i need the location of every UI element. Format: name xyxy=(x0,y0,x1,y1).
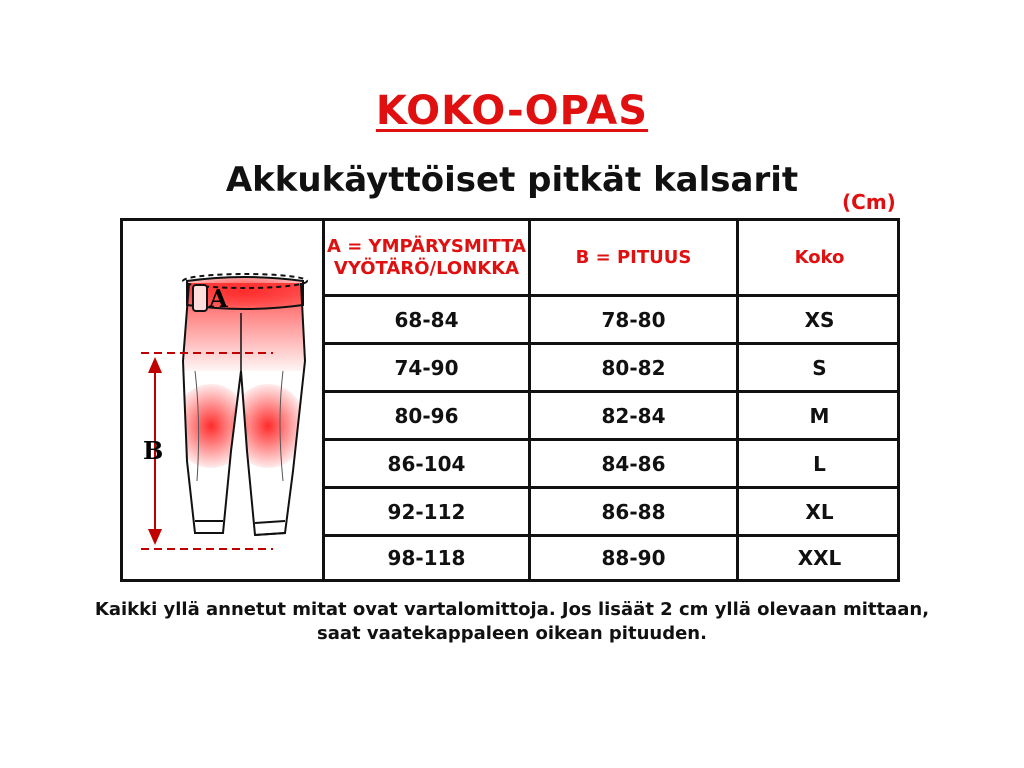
cell-size: XXL xyxy=(797,546,842,570)
cell-size: M xyxy=(809,403,830,428)
footer-line-1: Kaikki yllä annetut mitat ovat vartalomittoja. Jos lisäät 2 cm yllä olevaan mittaan, xyxy=(94,599,930,620)
header-size: Koko xyxy=(794,246,845,268)
cell-size: S xyxy=(812,355,827,380)
cell-size: L xyxy=(813,451,826,476)
label-b: B xyxy=(143,436,164,465)
footer-note xyxy=(0,598,1024,646)
pants-illustration xyxy=(123,221,325,579)
arrow-up-icon xyxy=(148,357,162,373)
cell-waist: 74-90 xyxy=(394,355,459,380)
page-title: KOKO-OPAS xyxy=(375,88,649,134)
cell-length: 86-88 xyxy=(601,499,666,524)
size-grid xyxy=(325,221,897,579)
cell-waist: 86-104 xyxy=(387,451,466,476)
arrow-down-icon xyxy=(148,529,162,545)
cell-length: 78-80 xyxy=(601,307,666,332)
header-length: B = PITUUS xyxy=(575,246,692,268)
header-waist: A = YMPÄRYSMITTA VYÖTÄRÖ/LONKKA xyxy=(327,235,526,279)
pants-diagram xyxy=(123,221,322,579)
cell-waist: 98-118 xyxy=(387,546,466,570)
cell-length: 80-82 xyxy=(601,355,666,380)
footer-line-2: saat vaatekappaleen oikean pituuden. xyxy=(317,623,707,644)
cell-length: 88-90 xyxy=(601,546,666,570)
cell-length: 84-86 xyxy=(601,451,666,476)
cell-size: XS xyxy=(804,307,835,332)
cell-length: 82-84 xyxy=(601,403,666,428)
product-subtitle: Akkukäyttöiset pitkät kalsarit xyxy=(225,160,799,200)
battery-icon xyxy=(193,285,207,311)
label-a: A xyxy=(209,284,228,313)
cell-size: XL xyxy=(805,499,834,524)
cell-waist: 92-112 xyxy=(387,499,466,524)
cell-waist: 80-96 xyxy=(394,403,459,428)
size-table xyxy=(120,218,900,582)
cell-waist: 68-84 xyxy=(394,307,459,332)
unit-label: (Cm) xyxy=(842,190,896,214)
